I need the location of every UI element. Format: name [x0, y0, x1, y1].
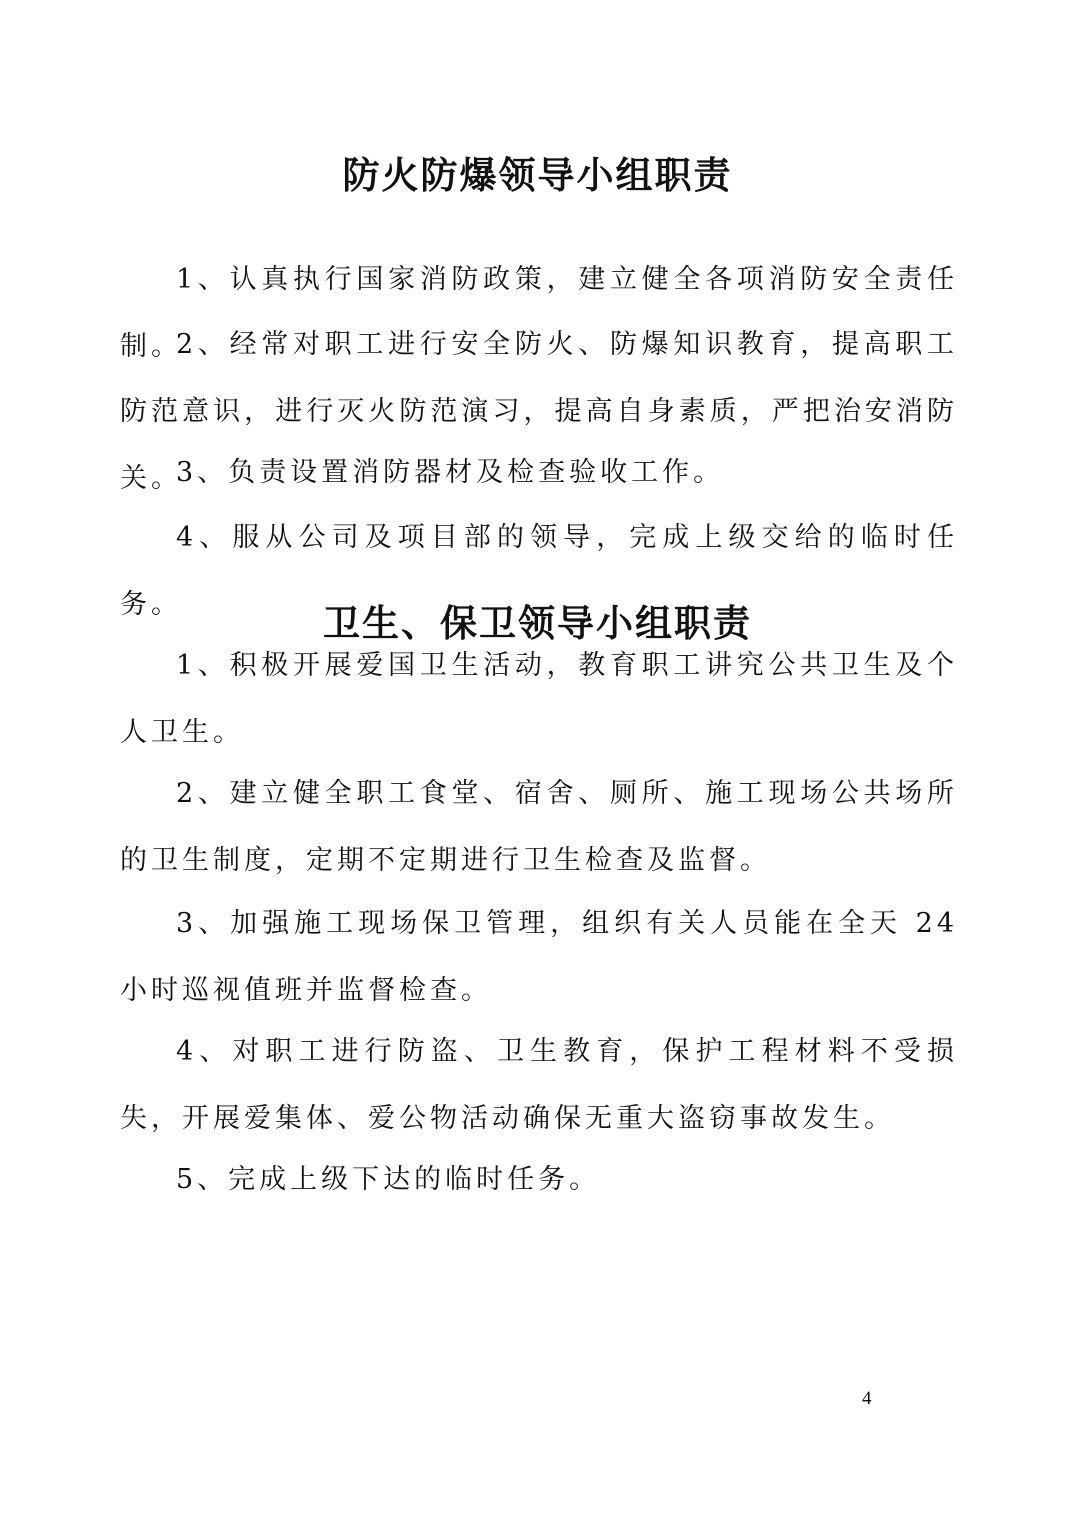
section1-item-1: 1、认真执行国家消防政策，建立健全各项消防安全责任制。: [120, 264, 958, 362]
section2-item-3: 3、加强施工现场保卫管理，组织有关人员能在全天 24 小时巡视值班并监督检查。: [120, 908, 958, 1006]
section2-item-5: 5、完成上级下达的临时任务。: [176, 1164, 601, 1195]
section1-item-3: 3、负责设置消防器材及检查验收工作。: [176, 457, 725, 488]
section2-item-2: 2、建立健全职工食堂、宿舍、厕所、施工现场公共场所的卫生制度，定期不定期进行卫生检查及监督。: [120, 778, 958, 876]
section1-item-2: 2、经常对职工进行安全防火、防爆知识教育，提高职工防范意识，进行灭火防范演习，提高自身素质，严把治安消防关。: [120, 329, 958, 494]
section2-item-1: 1、积极开展爱国卫生活动，教育职工讲究公共卫生及个人卫生。: [120, 650, 958, 748]
section-title-fire-explosion: 防火防爆领导小组职责: [342, 153, 733, 197]
section-title-hygiene-security: 卫生、保卫领导小组职责: [323, 601, 752, 645]
section1-item-4: 4、服从公司及项目部的领导，完成上级交给的临时任务。: [120, 522, 958, 620]
section2-item-4: 4、对职工进行防盗、卫生教育，保护工程材料不受损失，开展爱集体、爱公物活动确保无重大盗窃事故发生。: [120, 1036, 958, 1134]
page-number: 4: [862, 1388, 872, 1409]
